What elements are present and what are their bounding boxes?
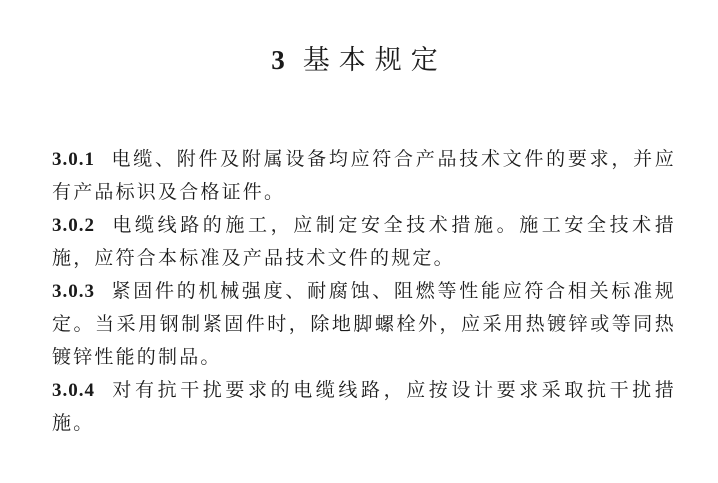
- clause-number: 3.0.3: [52, 281, 95, 302]
- clause-3-0-4: [52, 374, 676, 440]
- clause-3-0-1: [52, 143, 676, 209]
- section-heading: [0, 42, 718, 79]
- section-title: 基本规定: [302, 45, 447, 76]
- section-number: 3: [271, 45, 285, 75]
- clause-text: 紧固件的机械强度、耐腐蚀、阻燃等性能应符合相关标准规定。当采用钢制紧固件时，除地脚螺栓外，应采用热镀锌或等同热镀锌性能的制品。: [52, 280, 676, 368]
- section-body: [52, 143, 676, 440]
- clause-text: 对有抗干扰要求的电缆线路，应按设计要求采取抗干扰措施。: [52, 379, 676, 434]
- clause-text: 电缆线路的施工，应制定安全技术措施。施工安全技术措施，应符合本标准及产品技术文件的规定。: [52, 214, 676, 269]
- clause-number: 3.0.2: [52, 215, 95, 236]
- clause-text: 电缆、附件及附属设备均应符合产品技术文件的要求，并应有产品标识及合格证件。: [52, 148, 676, 203]
- clause-3-0-3: [52, 275, 676, 374]
- clause-number: 3.0.4: [52, 380, 95, 401]
- clause-3-0-2: [52, 209, 676, 275]
- clause-number: 3.0.1: [52, 149, 95, 170]
